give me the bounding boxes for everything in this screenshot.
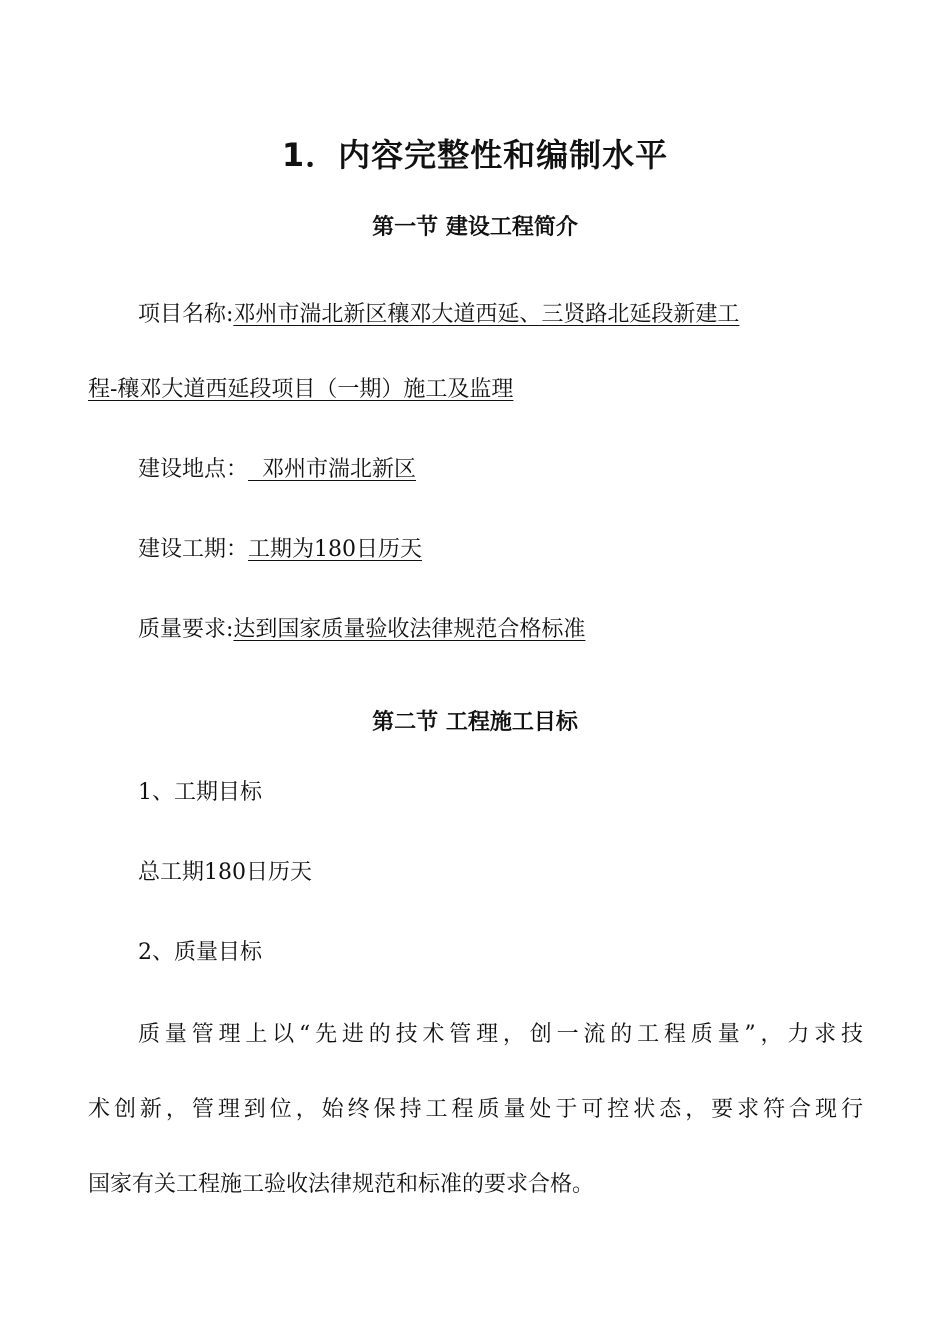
duration-value: 工期为180日历天: [248, 537, 423, 562]
item2-paragraph-line3: 国家有关工程施工验收法律规范和标准的要求合格。: [88, 1172, 595, 1197]
project-name-line2: [88, 375, 513, 405]
item2-heading: 2、质量目标: [138, 940, 262, 965]
project-name-line1: [138, 300, 739, 330]
quality-value: 达到国家质量验收法律规范合格标准: [233, 617, 586, 642]
location-line: [138, 455, 416, 485]
section-heading-2: 第二节 工程施工目标: [372, 710, 578, 735]
item2-paragraph-line1: 质量管理上以“先进的技术管理，创一流的工程质量”，力求技: [138, 1022, 863, 1047]
document-title: 1．内容完整性和编制水平: [281, 136, 669, 174]
duration-label: 建设工期：: [138, 537, 249, 562]
project-name-value-cont: 程-穰邓大道西延段项目（一期）施工及监理: [88, 377, 514, 402]
item1-heading: 1、工期目标: [138, 780, 262, 805]
project-name-value: 邓州市湍北新区穰邓大道西延、三贤路北延段新建工: [233, 302, 740, 327]
location-value: 邓州市湍北新区: [248, 457, 417, 482]
quality-label: 质量要求:: [138, 617, 234, 642]
duration-line: [138, 535, 422, 565]
project-name-label: 项目名称:: [138, 302, 234, 327]
section-heading-1: 第一节 建设工程简介: [372, 215, 578, 240]
quality-line: [138, 615, 585, 645]
item1-text: 总工期180日历天: [138, 860, 312, 885]
item2-paragraph-line2: 术创新，管理到位，始终保持工程质量处于可控状态，要求符合现行: [88, 1097, 863, 1122]
location-label: 建设地点：: [138, 457, 249, 482]
